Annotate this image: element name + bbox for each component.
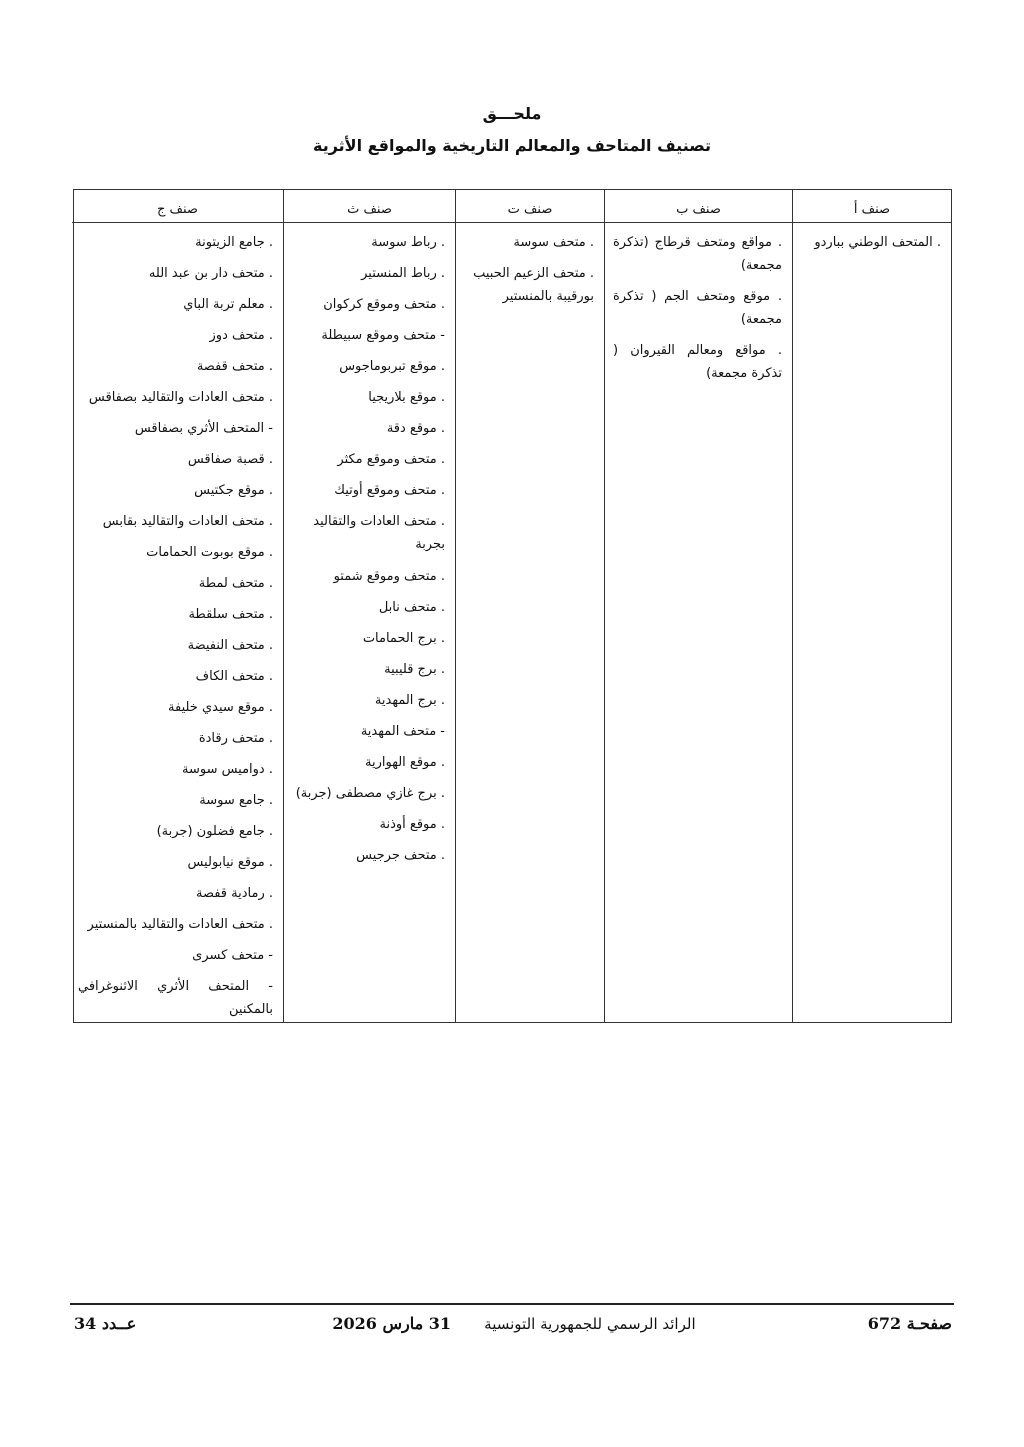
list-item: . متحف لمطة [198,576,273,591]
list-item: . موقع بلاريجيا [368,390,445,405]
list-item: . موقع دقة [386,421,445,436]
list-item: . جامع فضلون (جربة) [156,824,273,839]
list-item: . موقع بوبوت الحمامات [146,545,273,560]
list-item: . متحف سلقطة [188,607,273,622]
list-item: . موقع نيابوليس [187,855,273,870]
publication-line [332,1314,696,1333]
annex-title: ملحـــق [482,104,542,123]
list-item: . برج المهدية [374,693,445,708]
column-class-a [792,190,951,1022]
page-number: صفحـة 672 [867,1314,952,1333]
list-item: - المتحف الأثري الاثنوغرافي بالمكنين [78,979,273,1017]
list-item: . موقع تبربوماجوس [339,359,445,374]
publication-date: 31 مارس 2026 [332,1314,452,1333]
list-item: . موقع ومتحف الجم ( تذكرة مجمعة) [613,289,782,327]
list-item: - متحف وموقع سبيطلة [321,328,445,343]
list-item: . متحف نابل [378,600,445,615]
list-item: . برج قليبية [384,662,445,677]
list-item: . متحف وموقع مكثر [337,452,445,467]
footer-rule [70,1303,954,1305]
list-item: . برج الحمامات [362,631,445,646]
list-item: . متحف العادات والتقاليد بالمنستير [87,917,273,932]
list-item: . متحف وموقع شمتو [333,569,445,584]
list-item: . متحف سوسة [513,235,594,250]
page-subtitle: تصنيف المتاحف والمعالم التاريخية والمواقع الأثرية [312,136,711,155]
list-item: . متحف قفصة [196,359,273,374]
column-header: صنف ج [72,190,283,223]
column-class-b [604,190,792,1022]
list-item: . جامع الزيتونة [195,235,273,250]
list-item: . جامع سوسة [199,793,273,808]
list-item: . مواقع ومعالم القيروان ( تذكرة مجمعة) [613,343,782,381]
list-item: . المتحف الوطني بباردو [814,235,941,250]
list-item: - متحف كسرى [192,948,273,963]
list-item: . متحف العادات والتقاليد بقابس [102,514,273,529]
list-item: . متحف العادات والتقاليد بصفاقس [88,390,273,405]
list-item: - متحف المهدية [360,724,445,739]
list-item: . رمادية قفصة [195,886,273,901]
list-item: . موقع سيدي خليفة [168,700,273,715]
list-item: . متحف الزعيم الحبيب بورقيبة بالمنستير [473,266,594,304]
list-item: . متحف رقادة [198,731,273,746]
list-item: . مواقع ومتحف قرطاج (تذكرة مجمعة) [613,235,782,273]
column-class-j [72,190,283,1022]
list-item: . رباط المنستير [361,266,445,281]
list-item: - المتحف الأثري بصفاقس [134,421,273,436]
column-header: صنف أ [793,190,951,223]
column-class-th [283,190,455,1022]
list-item: . متحف العادات والتقاليد بجربة [313,514,445,552]
issue-number: عــدد 34 [74,1314,137,1333]
list-item: . متحف وموقع كركوان [323,297,445,312]
list-item: . متحف وموقع أوتيك [334,483,445,498]
list-item: . رباط سوسة [371,235,445,250]
list-item: . متحف الكاف [195,669,273,684]
column-class-t [455,190,604,1022]
list-item: . متحف دوز [209,328,273,343]
column-header: صنف ت [456,190,604,223]
column-header: صنف ب [605,190,792,223]
list-item: . قصبة صفاقس [187,452,273,467]
list-item: . معلم تربة الباي [183,297,273,312]
classification-table [73,189,952,1023]
list-item: . متحف جرجيس [356,848,445,863]
column-header: صنف ث [284,190,455,223]
list-item: . متحف النفيضة [187,638,273,653]
list-item: . موقع الهوارية [365,755,445,770]
list-item: . برج غازي مصطفى (جربة) [295,786,445,801]
list-item: . متحف دار بن عبد الله [148,266,273,281]
list-item: . موقع جكتيس [194,483,273,498]
list-item: . موقع أوذنة [379,817,445,832]
publication-name: الرائد الرسمي للجمهورية التونسية [484,1315,696,1333]
list-item: . دواميس سوسة [181,762,273,777]
